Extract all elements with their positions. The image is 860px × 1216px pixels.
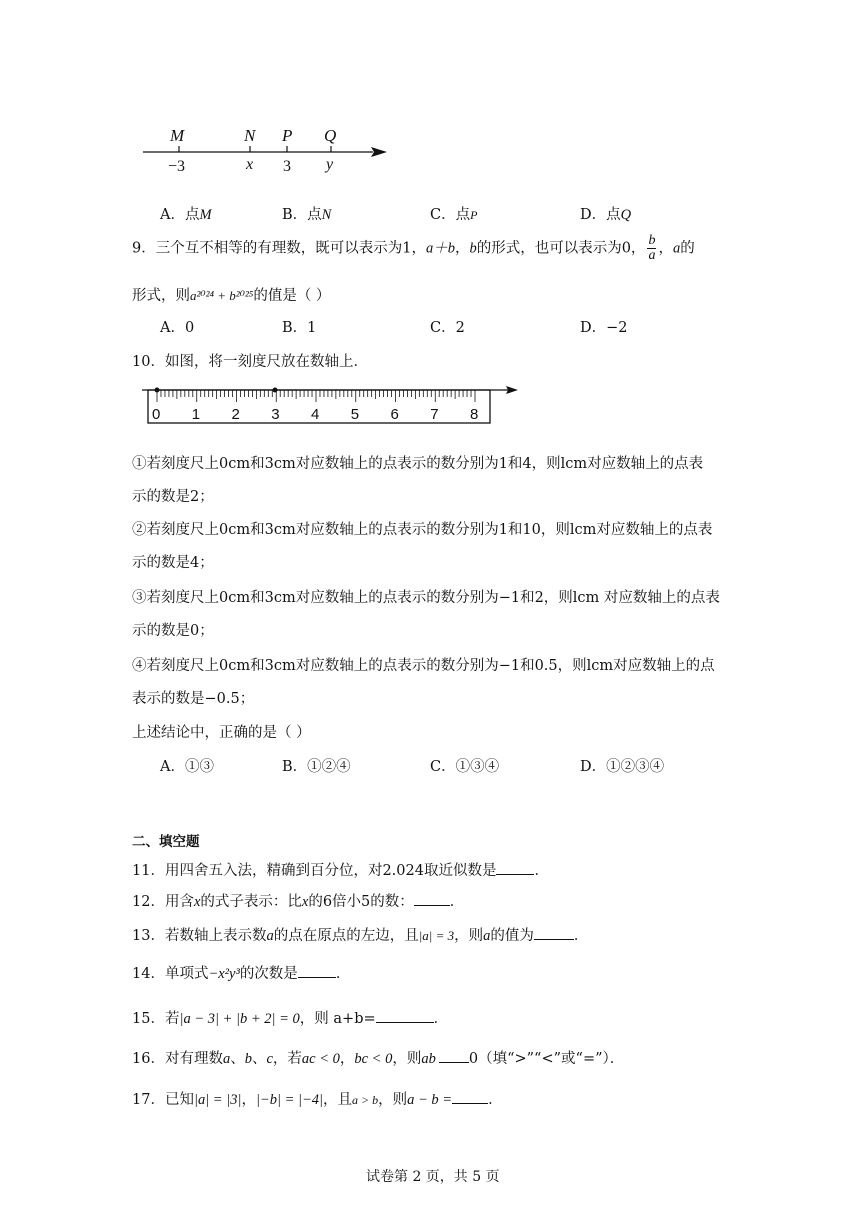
q10-option-c[interactable]: C．①③④ (430, 759, 500, 775)
ruler-tick-label: 0 (152, 406, 161, 423)
point-label-n: N (244, 126, 256, 145)
fraction-b-over-a: $\frac{b}{a}$ (648, 233, 656, 263)
q9-line1: 9．三个互不相等的有理数，既可以表示为1，a＋b，b的形式，也可以表示为0， $\frac{b}{a}$ ，a的 (132, 233, 695, 263)
ruler-tick-label: 5 (350, 406, 360, 423)
q8-option-a[interactable]: A．点M (160, 207, 212, 223)
ruler-tick-label: 1 (191, 406, 201, 423)
q8-option-d[interactable]: D．点Q (580, 207, 632, 223)
q10-statement-4a: ④若刻度尺上0cm和3cm对应数轴上的点表示的数分别为−1和0.5，则lcm对应数轴上的点 (132, 658, 715, 674)
ruler-tick-label: 7 (430, 406, 439, 423)
q15: 15．若|a − 3| + |b + 2| = 0，则 a+b= ． (132, 1007, 448, 1028)
ruler-tick-label: 4 (311, 406, 320, 423)
ruler-tick-label: 8 (470, 406, 479, 423)
q10-option-a[interactable]: A．①③ (160, 759, 214, 775)
q17: 17．已知|a| = |3|，|−b| = |−4|，且a > b，则a − b = ． (132, 1088, 503, 1109)
q8-option-b[interactable]: B．点N (282, 207, 332, 223)
q10-option-d[interactable]: D．①②③④ (580, 759, 665, 775)
q16: 16．对有理数a、b、c，若ac < 0，bc < 0，则ab 0（填“>”“<”或“=”）． (132, 1047, 624, 1068)
q13-answer-blank[interactable] (534, 925, 574, 940)
q8-option-c[interactable]: C．点P (430, 207, 478, 223)
q10-statement-1a: ①若刻度尺上0cm和3cm对应数轴上的点表示的数分别为1和4，则lcm对应数轴上的点表 (132, 456, 704, 472)
q11-answer-blank[interactable] (496, 860, 534, 875)
q10-statement-2b: 示的数是4； (132, 555, 214, 571)
q15-answer-blank[interactable] (376, 1008, 434, 1023)
point-label-p: P (282, 126, 293, 145)
q12: 12．用含x的式子表示：比x的6倍小5的数： ． (132, 890, 464, 911)
q13: 13．若数轴上表示数a的点在原点的左边，且|a| = 3，则a的值为 ． (132, 924, 588, 945)
q9-option-c[interactable]: C．2 (430, 320, 465, 336)
ruler-tick-label: 3 (271, 406, 280, 423)
section-heading: 二、填空题 (132, 834, 200, 850)
q10-question: 上述结论中，正确的是（ ） (132, 725, 311, 741)
q9-option-d[interactable]: D．−2 (580, 320, 628, 336)
q9-line2: 形式，则a²⁰²⁴ + b²⁰²⁵的值是（ ） (132, 288, 331, 304)
value-label-m: −3 (168, 158, 186, 175)
q10-statement-3b: 示的数是0； (132, 623, 214, 639)
q10-option-b[interactable]: B．①②④ (282, 759, 351, 775)
value-label-p: 3 (283, 158, 291, 175)
value-label-q: y (326, 156, 334, 173)
q14-answer-blank[interactable] (298, 963, 336, 978)
q9-option-a[interactable]: A．0 (160, 320, 195, 336)
q14: 14．单项式−x²y³的次数是 ． (132, 962, 350, 983)
q17-answer-blank[interactable] (452, 1089, 488, 1104)
page-footer: 试卷第 2 页，共 5 页 (366, 1169, 500, 1185)
q10-statement-4b: 表示的数是−0.5； (132, 691, 255, 707)
q10-statement-3a: ③若刻度尺上0cm和3cm对应数轴上的点表示的数分别为−1和2，则lcm 对应数轴上的点表 (132, 590, 720, 606)
q16-answer-blank[interactable] (439, 1048, 469, 1063)
q10-title: 10．如图，将一刻度尺放在数轴上． (132, 354, 368, 370)
point-label-q: Q (324, 126, 337, 145)
q10-statement-2a: ②若刻度尺上0cm和3cm对应数轴上的点表示的数分别为1和10，则lcm对应数轴上的点表 (132, 522, 713, 538)
q12-answer-blank[interactable] (414, 891, 450, 906)
q10-statement-1b: 示的数是2； (132, 489, 214, 505)
q11: 11．用四舍五入法，精确到百分位，对2.024取近似数是 ． (132, 859, 549, 880)
value-label-n: x (246, 156, 254, 173)
ruler-tick-label: 2 (231, 406, 240, 423)
point-label-m: M (170, 126, 185, 145)
q9-option-b[interactable]: B．1 (282, 320, 317, 336)
ruler-tick-label: 6 (390, 406, 399, 423)
